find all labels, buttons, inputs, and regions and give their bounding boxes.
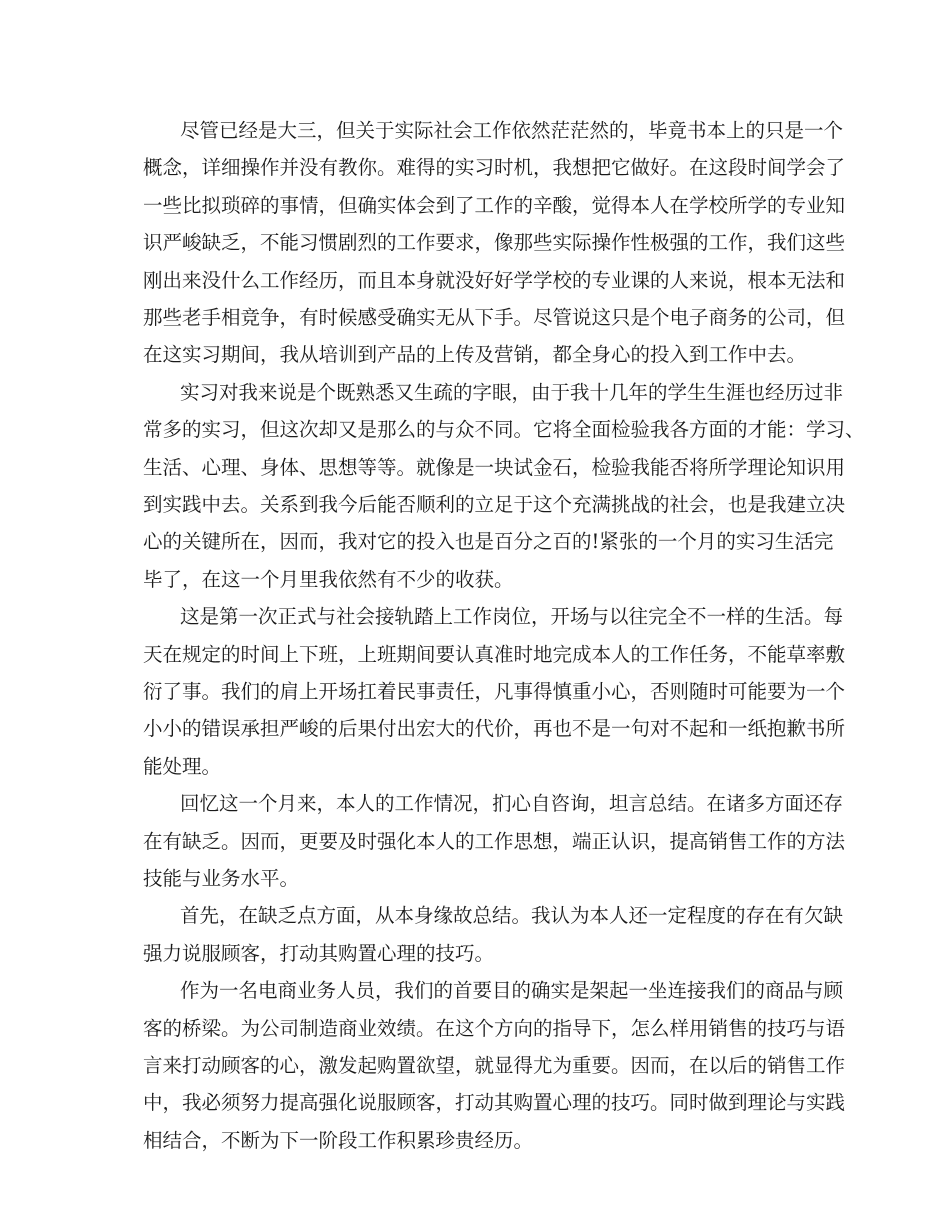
paragraph-line: 衍了事。我们的肩上开场扛着民事责任，凡事得慎重小心，否则随时可能要为一个 bbox=[143, 680, 846, 703]
paragraph-line: 强力说服顾客，打动其购置心理的技巧。 bbox=[143, 942, 495, 965]
paragraph-line: 常多的实习，但这次却又是那么的与众不同。它将全面检验我各方面的才能：学习、 bbox=[143, 418, 865, 441]
paragraph-line: 在这实习期间，我从培训到产品的上传及营销，都全身心的投入到工作中去。 bbox=[143, 343, 807, 366]
paragraph-line: 实习对我来说是个既熟悉又生疏的字眼，由于我十几年的学生生涯也经历过非 bbox=[180, 381, 844, 404]
paragraph-line: 在有缺乏。因而，更要及时强化本人的工作思想，端正认识，提高销售工作的方法 bbox=[143, 830, 846, 853]
paragraph-line: 心的关键所在，因而，我对它的投入也是百分之百的!紧张的一个月的实习生活完 bbox=[143, 530, 834, 553]
paragraph-line: 毕了，在这一个月里我依然有不少的收获。 bbox=[143, 568, 514, 591]
paragraph-line: 言来打动顾客的心，激发起购置欲望，就显得尤为重要。因而，在以后的销售工作 bbox=[143, 1054, 846, 1077]
paragraph-line: 能处理。 bbox=[143, 755, 222, 778]
paragraph-line: 那些老手相竞争，有时候感受确实无从下手。尽管说这只是个电子商务的公司，但 bbox=[143, 306, 846, 329]
paragraph-line: 一些比拟琐碎的事情，但确实体会到了工作的辛酸，觉得本人在学校所学的专业知 bbox=[143, 194, 846, 217]
paragraph-line: 生活、心理、身体、思想等等。就像是一块试金石，检验我能否将所学理论知识用 bbox=[143, 456, 846, 479]
paragraph-line: 相结合，不断为下一阶段工作积累珍贵经历。 bbox=[143, 1129, 534, 1152]
paragraph-line: 概念，详细操作并没有教你。难得的实习时机，我想把它做好。在这段时间学会了 bbox=[143, 156, 846, 179]
paragraph-line: 到实践中去。关系到我今后能否顺利的立足于这个充满挑战的社会，也是我建立决 bbox=[143, 493, 846, 516]
paragraph-line: 识严峻缺乏，不能习惯剧烈的工作要求，像那些实际操作性极强的工作，我们这些 bbox=[143, 231, 846, 254]
paragraph-line: 作为一名电商业务人员，我们的首要目的确实是架起一坐连接我们的商品与顾 bbox=[180, 979, 844, 1002]
paragraph-line: 刚出来没什么工作经历，而且本身就没好好学学校的专业课的人来说，根本无法和 bbox=[143, 269, 846, 292]
paragraph-line: 首先，在缺乏点方面，从本身缘故总结。我认为本人还一定程度的存在有欠缺 bbox=[180, 904, 844, 927]
paragraph-line: 天在规定的时间上下班，上班期间要认真准时地完成本人的工作任务，不能草率敷 bbox=[143, 643, 846, 666]
paragraph-line: 中，我必须努力提高强化说服顾客，打动其购置心理的技巧。同时做到理论与实践 bbox=[143, 1091, 846, 1114]
paragraph-line: 小小的错误承担严峻的后果付出宏大的代价，再也不是一句对不起和一纸抱歉书所 bbox=[143, 717, 846, 740]
paragraph-line: 回忆这一个月来，本人的工作情况，扪心自咨询，坦言总结。在诸多方面还存 bbox=[180, 792, 844, 815]
paragraph-line: 技能与业务水平。 bbox=[143, 867, 300, 890]
paragraph-line: 客的桥梁。为公司制造商业效绩。在这个方向的指导下，怎么样用销售的技巧与语 bbox=[143, 1017, 846, 1040]
paragraph-line: 这是第一次正式与社会接轨踏上工作岗位，开场与以往完全不一样的生活。每 bbox=[180, 605, 844, 628]
paragraph-line: 尽管已经是大三，但关于实际社会工作依然茫茫然的，毕竟书本上的只是一个 bbox=[180, 119, 844, 142]
